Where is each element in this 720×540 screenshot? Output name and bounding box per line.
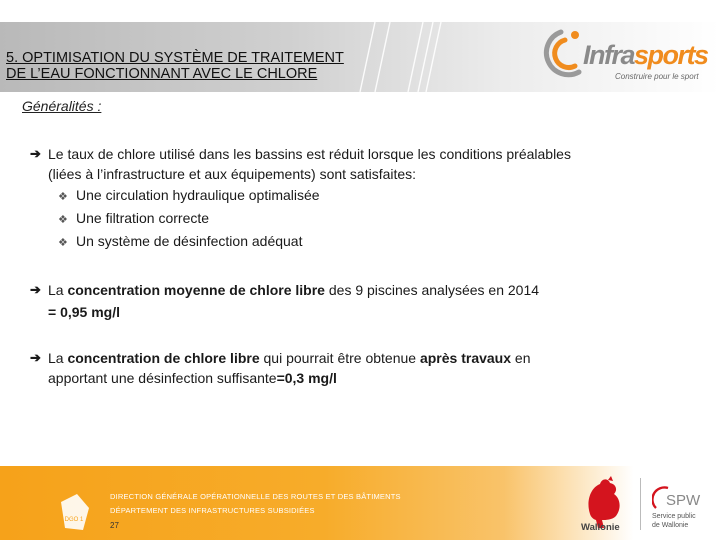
swoosh-icon: [535, 26, 587, 86]
p2-bold-1: concentration moyenne de chlore libre: [67, 282, 325, 298]
infrasports-logo: [535, 26, 708, 88]
right-arrow-icon: ➔: [30, 146, 41, 161]
p2-text-1: La: [48, 282, 68, 298]
list-item: [58, 184, 670, 207]
list-item: [58, 207, 670, 230]
page-title: [6, 50, 406, 82]
p3-result: =0,3 mg/l: [276, 370, 337, 386]
p3-line-1: [48, 348, 670, 368]
title-line-1: 5. OPTIMISATION DU SYSTÈME DE TRAITEMENT: [6, 50, 344, 66]
p2-text-2: des 9 piscines analysées en 2014: [324, 282, 540, 298]
p3-bold-1: concentration de chlore libre: [67, 350, 260, 366]
spw-logo-icon: [652, 486, 712, 512]
diamond-icon: ❖: [58, 214, 68, 226]
list-item-label: Un système de désinfection adéquat: [76, 233, 303, 249]
spw-sub-line-2: de Wallonie: [652, 522, 689, 529]
p3-text-1: La: [48, 350, 68, 366]
p1-line-1: Le taux de chlore utilisé dans les bassins est réduit lorsque les conditions préalables: [48, 146, 571, 162]
logo-name-part1: Infra: [583, 40, 635, 70]
wallonie-label: Wallonie: [581, 522, 620, 533]
paragraph-1: [30, 144, 670, 253]
right-arrow-icon: ➔: [30, 350, 41, 365]
logo-name: [583, 40, 708, 71]
logo-name-part2: sports: [634, 40, 708, 70]
dgo-badge: DGO 1: [64, 517, 84, 523]
p3-text-2: qui pourrait être obtenue: [259, 350, 420, 366]
right-arrow-icon: ➔: [30, 282, 41, 297]
footer-department: DÉPARTEMENT DES INFRASTRUCTURES SUBSIDIÉES: [110, 506, 315, 515]
spw-label: SPW: [666, 492, 701, 509]
list-item-label: Une filtration correcte: [76, 210, 210, 226]
title-line-2: DE L’EAU FONCTIONNANT AVEC LE CHLORE: [6, 66, 318, 82]
footer-divider: [640, 478, 641, 530]
diamond-icon: ❖: [58, 237, 68, 249]
list-item: [58, 230, 670, 253]
p3-text-4: apportant une désinfection suffisante: [48, 370, 277, 386]
section-intro: Généralités :: [22, 98, 102, 114]
p2-line-1: [48, 279, 670, 301]
paragraph-2: [30, 279, 670, 323]
spw-sub-line-1: Service public: [652, 513, 696, 520]
paragraph-3: [30, 348, 670, 388]
spw-subtitle: [652, 512, 696, 530]
p1-line-2: (liées à l’infrastructure et aux équipements) sont satisfaites:: [48, 166, 417, 182]
p3-line-2: [48, 368, 670, 388]
p3-text-3: en: [511, 350, 531, 366]
p2-result: = 0,95 mg/l: [48, 304, 120, 320]
logo-tagline: Construire pour le sport: [615, 72, 699, 81]
diamond-icon: ❖: [58, 191, 68, 203]
dgo-logo-icon: [55, 490, 95, 536]
footer-direction: DIRECTION GÉNÉRALE OPÉRATIONNELLE DES ROUTES ET DES BÂTIMENTS: [110, 492, 401, 501]
page-number: 27: [110, 521, 119, 530]
p3-bold-2: après travaux: [419, 350, 512, 366]
list-item-label: Une circulation hydraulique optimalisée: [76, 187, 320, 203]
